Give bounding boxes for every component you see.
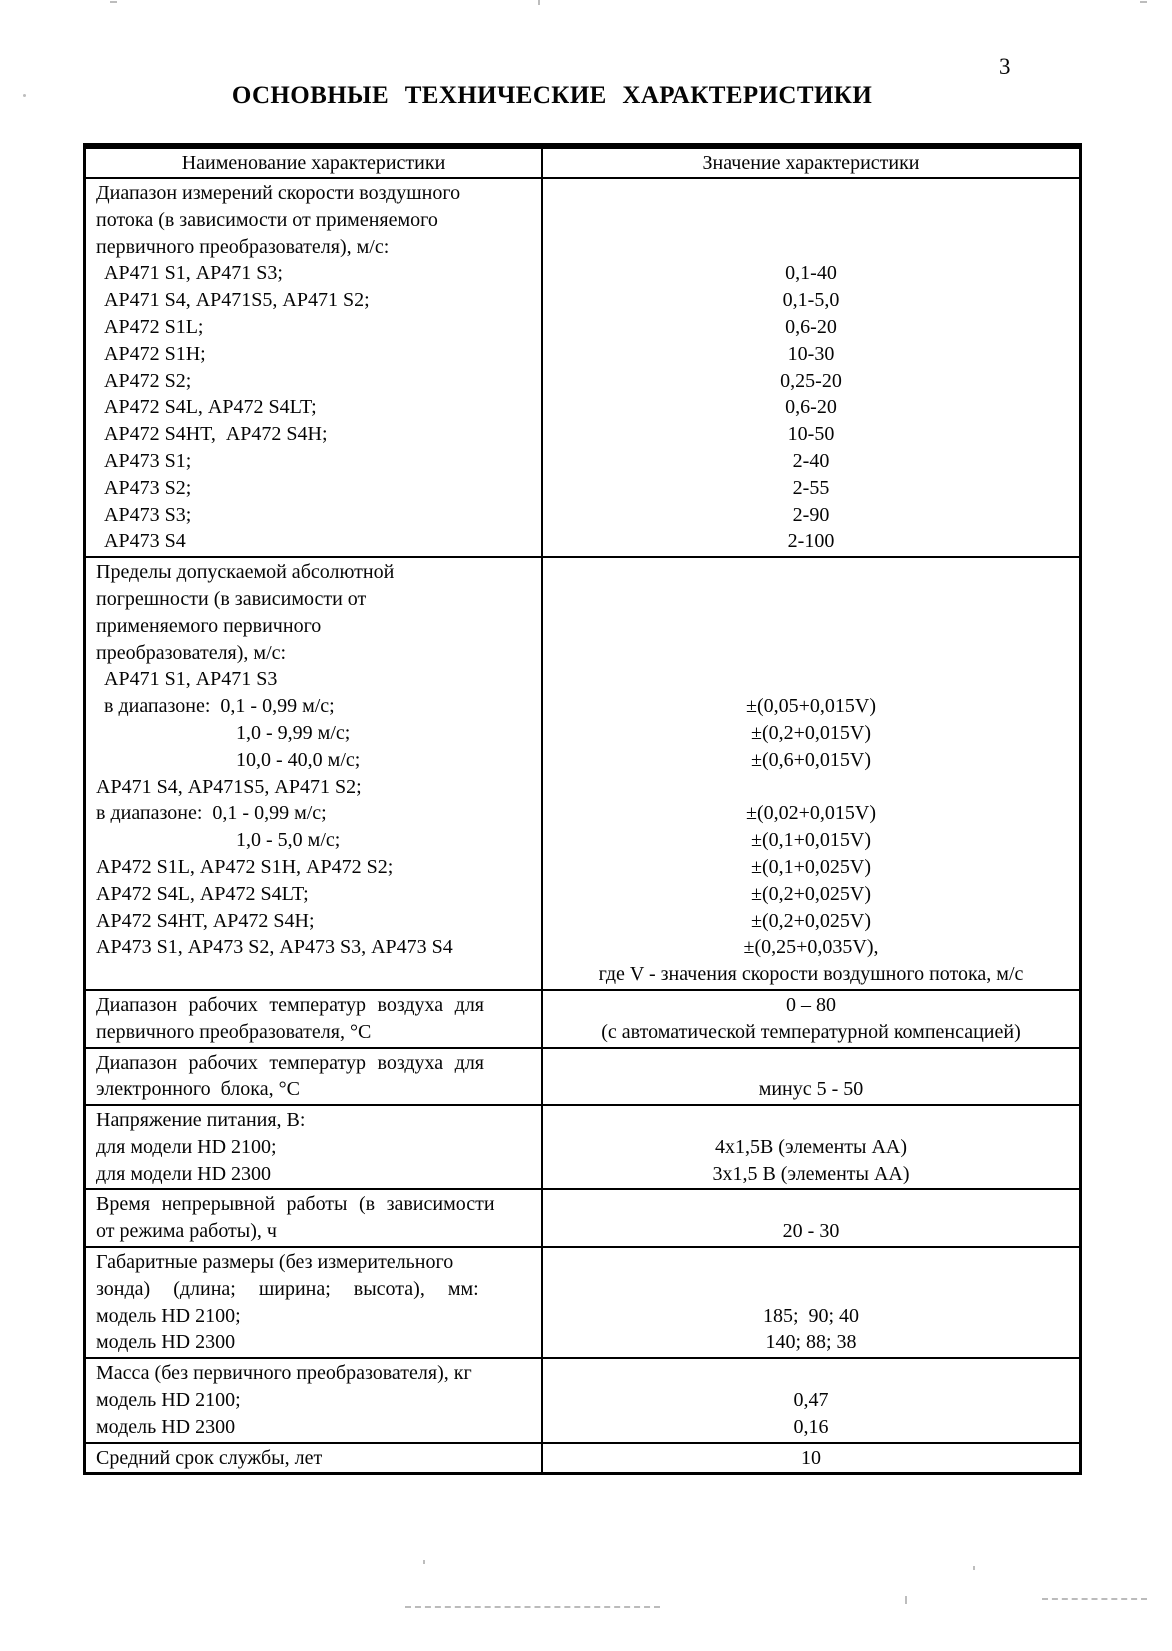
characteristic-text: 1,0 - 9,99 м/с; — [236, 721, 351, 744]
value-text: 3х1,5 В (элементы АА) — [712, 1162, 910, 1185]
value-text: ±(0,2+0,025V) — [750, 882, 872, 905]
characteristic-text: Габаритные размеры (без измерительного — [96, 1251, 454, 1274]
characteristic-text: АР472 S1L, АР472 S1H, АР472 S2; — [96, 855, 394, 878]
characteristic-text: АР471 S1, АР471 S3; — [104, 262, 283, 285]
value-text: ±(0,2+0,025V) — [750, 909, 872, 932]
characteristic-text: Время непрерывной работы (в зависимости — [96, 1193, 495, 1216]
value-text — [543, 1276, 1079, 1303]
characteristic-text: АР471 S4, АР471S5, АР471 S2; — [96, 775, 362, 798]
characteristic-text: первичного преобразователя, °С — [96, 1020, 372, 1043]
characteristic-text: Диапазон рабочих температур воздуха для — [96, 993, 485, 1016]
characteristic-text: АР472 S4HT, АР472 S4H; — [104, 423, 328, 446]
value-text: 0,6-20 — [785, 396, 837, 419]
value-text: ±(0,2+0,015V) — [750, 721, 872, 744]
value-text: 2-100 — [787, 530, 835, 553]
characteristic-text: АР472 S1H; — [104, 342, 206, 365]
value-text: 10-50 — [787, 423, 835, 446]
table-row — [86, 1047, 1079, 1105]
characteristic-value-cell — [543, 1359, 1079, 1441]
characteristic-value-cell — [543, 1190, 1079, 1246]
value-text: 0,16 — [793, 1415, 829, 1438]
table-header-row — [86, 147, 1079, 177]
characteristic-text: зонда) (длина; ширина; высота), мм: — [96, 1277, 479, 1300]
characteristic-text: в диапазоне: 0,1 - 0,99 м/с; — [96, 802, 327, 825]
characteristic-name-cell — [86, 1359, 543, 1441]
characteristic-text: Масса (без первичного преобразователя), кг — [96, 1362, 472, 1385]
characteristic-text: для модели HD 2100; — [96, 1135, 277, 1158]
scan-artifact — [405, 1606, 660, 1608]
value-text: 0,47 — [793, 1389, 829, 1412]
characteristic-name-cell — [86, 1190, 543, 1246]
value-text — [543, 180, 1079, 207]
characteristic-value-cell — [543, 1248, 1079, 1357]
value-text — [543, 640, 1079, 667]
value-text — [543, 1191, 1079, 1218]
value-text: 0,1-40 — [785, 262, 837, 285]
value-text: ±(0,6+0,015V) — [750, 748, 872, 771]
characteristic-text: модель HD 2300 — [96, 1331, 236, 1354]
characteristic-text: Напряжение питания, В: — [96, 1109, 306, 1132]
value-text: ±(0,25+0,035V), — [743, 936, 879, 959]
value-text: 2-55 — [792, 476, 830, 499]
value-text: 4х1,5В (элементы АА) — [714, 1135, 908, 1158]
characteristic-text: модель HD 2300 — [96, 1415, 236, 1438]
value-text: минус 5 - 50 — [758, 1078, 864, 1101]
scan-artifact — [423, 1560, 425, 1564]
table-rows — [86, 147, 1079, 1472]
characteristic-value-cell — [543, 1049, 1079, 1105]
characteristic-value-cell — [543, 558, 1079, 989]
characteristic-text: АР472 S1L; — [104, 315, 204, 338]
characteristic-text: первичного преобразователя), м/с: — [96, 235, 390, 258]
value-text: 2-90 — [792, 503, 830, 526]
characteristic-text: для модели HD 2300 — [96, 1162, 272, 1185]
page-number: 3 — [999, 54, 1011, 79]
characteristic-text: погрешности (в зависимости от — [96, 587, 367, 610]
characteristic-text: АР471 S4, АР471S5, АР471 S2; — [104, 289, 370, 312]
characteristic-text: преобразователя), м/с: — [96, 641, 287, 664]
value-text — [543, 613, 1079, 640]
characteristic-text: электронного блока, °С — [96, 1078, 300, 1101]
value-text: 0 – 80 — [786, 993, 836, 1016]
characteristic-text: АР472 S4HT, АР472 S4H; — [96, 909, 315, 932]
characteristic-name-cell — [86, 1106, 543, 1188]
table-row — [86, 989, 1079, 1047]
characteristic-text: Средний срок службы, лет — [96, 1446, 323, 1469]
value-text: ±(0,02+0,015V) — [745, 802, 877, 825]
value-text — [543, 586, 1079, 613]
table-row — [86, 177, 1079, 556]
characteristic-name-cell — [86, 1049, 543, 1105]
characteristic-text: Диапазон рабочих температур воздуха для — [96, 1051, 485, 1074]
value-text — [543, 1050, 1079, 1077]
value-text: 185; 90; 40 — [762, 1304, 860, 1327]
characteristic-name-cell — [86, 1444, 543, 1473]
characteristic-name-cell — [86, 558, 543, 989]
value-text: 2-40 — [792, 449, 830, 472]
value-text: (с автоматической температурной компенсацией) — [601, 1020, 1021, 1043]
value-text: 140; 88; 38 — [765, 1331, 857, 1354]
table-row — [86, 1246, 1079, 1357]
table-row — [86, 556, 1079, 989]
characteristic-name-cell — [86, 1248, 543, 1357]
characteristic-value-cell — [543, 1444, 1079, 1473]
value-text — [543, 1249, 1079, 1276]
characteristic-text: потока (в зависимости от применяемого — [96, 208, 438, 231]
characteristic-text: в диапазоне: 0,1 - 0,99 м/с; — [104, 695, 335, 718]
characteristic-text: 10,0 - 40,0 м/с; — [236, 748, 361, 771]
value-text: ±(0,1+0,015V) — [750, 829, 872, 852]
scan-artifact — [973, 1566, 975, 1570]
scan-artifact — [23, 94, 26, 97]
characteristic-text: модель HD 2100; — [96, 1389, 241, 1412]
characteristic-text: АР473 S1, АР473 S2, АР473 S3, АР473 S4 — [96, 936, 453, 959]
table-row — [86, 1104, 1079, 1188]
value-text: 10-30 — [787, 342, 835, 365]
characteristic-value-cell — [543, 179, 1079, 556]
characteristic-name-cell — [86, 991, 543, 1047]
value-text — [543, 207, 1079, 234]
characteristic-text: АР473 S2; — [104, 476, 192, 499]
scan-artifact — [1042, 1598, 1147, 1600]
table-row — [86, 1188, 1079, 1246]
value-text: ±(0,1+0,025V) — [750, 855, 872, 878]
table-row — [86, 1442, 1079, 1473]
value-text — [543, 234, 1079, 261]
value-text — [543, 1107, 1079, 1134]
spec-table — [83, 143, 1082, 1475]
characteristic-text: АР472 S4L, АР472 S4LT; — [96, 882, 309, 905]
characteristic-text: Пределы допускаемой абсолютной — [96, 561, 395, 584]
characteristic-text: Диапазон измерений скорости воздушного — [96, 182, 461, 204]
scan-artifact — [538, 0, 540, 5]
characteristic-value-cell — [543, 1106, 1079, 1188]
characteristic-text: АР472 S4L, АР472 S4LT; — [104, 396, 317, 419]
value-text — [543, 559, 1079, 586]
table-row — [86, 1357, 1079, 1441]
scan-artifact — [110, 1, 117, 3]
value-text — [543, 666, 1079, 693]
scan-artifact — [905, 1596, 907, 1604]
characteristic-text: АР473 S3; — [104, 503, 192, 526]
value-text: 0,6-20 — [785, 315, 837, 338]
value-text: 20 - 30 — [782, 1220, 840, 1243]
scan-artifact — [1140, 1, 1147, 3]
value-text — [543, 1360, 1079, 1387]
characteristic-text: АР472 S2; — [104, 369, 192, 392]
value-text — [543, 774, 1079, 801]
value-text: ±(0,05+0,015V) — [745, 695, 877, 718]
characteristic-value-cell — [543, 991, 1079, 1047]
value-text: 0,1-5,0 — [782, 289, 840, 312]
value-text: 0,25-20 — [780, 369, 842, 392]
characteristic-text: от режима работы), ч — [96, 1220, 277, 1243]
characteristic-text: АР471 S1, АР471 S3 — [104, 668, 278, 691]
characteristic-text: применяемого первичного — [96, 614, 322, 637]
characteristic-name-cell — [86, 179, 543, 556]
value-text: где V - значения скорости воздушного потока, м/с — [598, 963, 1024, 986]
characteristic-text: АР473 S1; — [104, 449, 192, 472]
col-header-name: Наименование характеристики — [86, 149, 543, 177]
col-header-value: Значение характеристики — [702, 152, 920, 174]
page-title: ОСНОВНЫЕ ТЕХНИЧЕСКИЕ ХАРАКТЕРИСТИКИ — [231, 82, 873, 109]
value-text: 10 — [801, 1446, 821, 1469]
characteristic-text: 1,0 - 5,0 м/с; — [236, 829, 341, 852]
characteristic-text: модель HD 2100; — [96, 1304, 241, 1327]
characteristic-text: АР473 S4 — [104, 530, 186, 553]
